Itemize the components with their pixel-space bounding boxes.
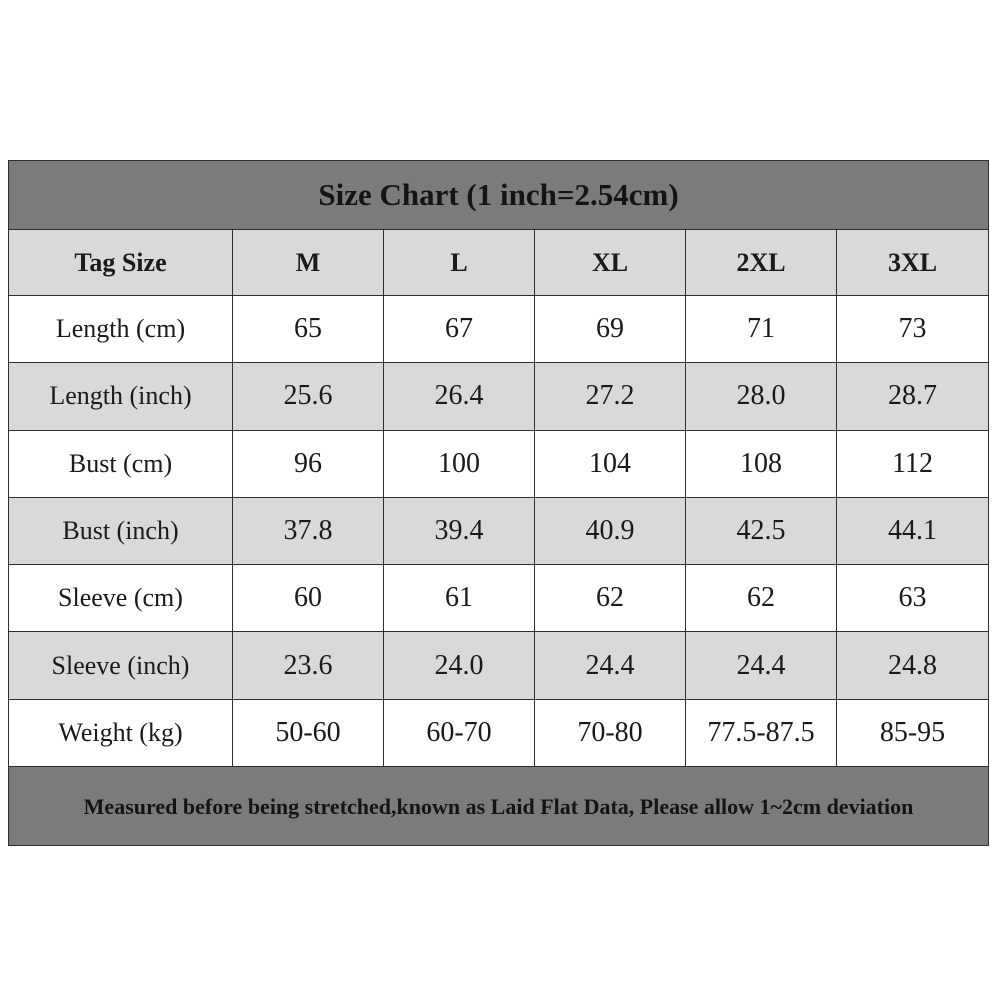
table-cell: 42.5	[686, 497, 837, 564]
table-cell: 85-95	[837, 699, 989, 766]
table-cell: 100	[384, 430, 535, 497]
table-cell: 112	[837, 430, 989, 497]
table-cell: 71	[686, 296, 837, 363]
table-cell: 24.8	[837, 632, 989, 699]
table-row	[9, 699, 989, 766]
table-cell: 65	[233, 296, 384, 363]
table-cell: 108	[686, 430, 837, 497]
row-label: Bust (inch)	[9, 497, 233, 564]
table-cell: 77.5-87.5	[686, 699, 837, 766]
row-label: Sleeve (cm)	[9, 565, 233, 632]
column-header-m: M	[233, 230, 384, 296]
row-label: Sleeve (inch)	[9, 632, 233, 699]
table-row	[9, 363, 989, 430]
table-cell: 62	[535, 565, 686, 632]
table-cell: 24.4	[535, 632, 686, 699]
row-label: Weight (kg)	[9, 699, 233, 766]
table-cell: 37.8	[233, 497, 384, 564]
table-cell: 23.6	[233, 632, 384, 699]
row-label: Length (cm)	[9, 296, 233, 363]
table-cell: 24.0	[384, 632, 535, 699]
row-label: Bust (cm)	[9, 430, 233, 497]
header-row	[9, 230, 989, 296]
table-cell: 26.4	[384, 363, 535, 430]
table-cell: 28.0	[686, 363, 837, 430]
table-cell: 25.6	[233, 363, 384, 430]
title-row	[9, 161, 989, 230]
table-cell: 96	[233, 430, 384, 497]
table-cell: 70-80	[535, 699, 686, 766]
column-header-2xl: 2XL	[686, 230, 837, 296]
table-cell: 24.4	[686, 632, 837, 699]
table-row	[9, 430, 989, 497]
table-cell: 67	[384, 296, 535, 363]
row-label: Length (inch)	[9, 363, 233, 430]
size-chart-table	[8, 160, 989, 846]
table-row	[9, 296, 989, 363]
table-cell: 40.9	[535, 497, 686, 564]
table-row	[9, 497, 989, 564]
table-cell: 50-60	[233, 699, 384, 766]
table-row	[9, 632, 989, 699]
column-header-tag-size: Tag Size	[9, 230, 233, 296]
table-cell: 28.7	[837, 363, 989, 430]
table-cell: 73	[837, 296, 989, 363]
column-header-3xl: 3XL	[837, 230, 989, 296]
table-cell: 63	[837, 565, 989, 632]
table-cell: 60	[233, 565, 384, 632]
table-cell: 61	[384, 565, 535, 632]
table-cell: 39.4	[384, 497, 535, 564]
table-cell: 69	[535, 296, 686, 363]
table-row	[9, 565, 989, 632]
table-cell: 104	[535, 430, 686, 497]
table-cell: 62	[686, 565, 837, 632]
table-cell: 27.2	[535, 363, 686, 430]
column-header-l: L	[384, 230, 535, 296]
column-header-xl: XL	[535, 230, 686, 296]
measurement-note: Measured before being stretched,known as Laid Flat Data, Please allow 1~2cm deviation	[9, 767, 989, 846]
table-cell: 60-70	[384, 699, 535, 766]
chart-title: Size Chart (1 inch=2.54cm)	[9, 161, 989, 230]
table-cell: 44.1	[837, 497, 989, 564]
note-row	[9, 767, 989, 846]
